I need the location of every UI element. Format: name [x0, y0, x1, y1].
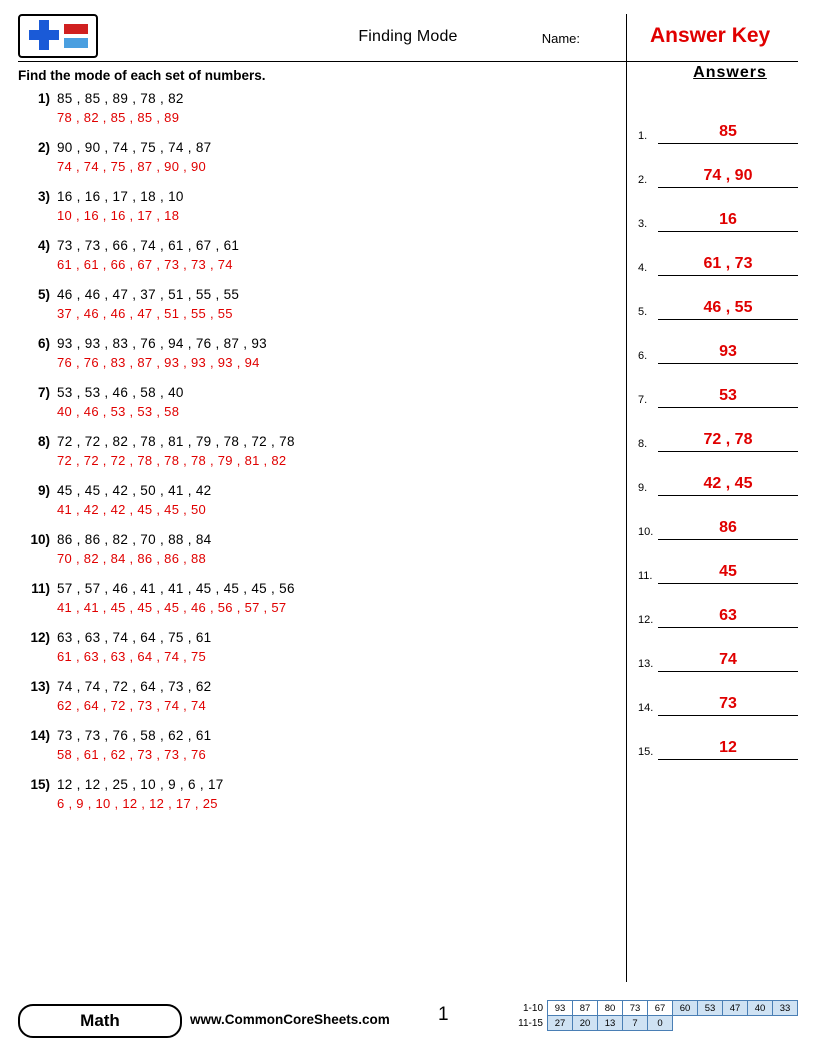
page-number: 1	[438, 1004, 449, 1025]
problem-number: 4)	[37, 238, 50, 253]
problem-number: 12)	[30, 630, 50, 645]
answer-row	[638, 232, 798, 276]
instructions-text: Find the mode of each set of numbers.	[18, 68, 266, 83]
answer-number: 11.	[638, 570, 653, 582]
problem-numbers: 16 , 16 , 17 , 18 , 10	[57, 189, 184, 204]
problem-sorted-answer: 76 , 76 , 83 , 87 , 93 , 93 , 93 , 94	[57, 355, 260, 370]
header-divider	[18, 61, 798, 62]
problem-sorted-answer: 6 , 9 , 10 , 12 , 12 , 17 , 25	[57, 796, 218, 811]
answer-row	[638, 672, 798, 716]
problem-number: 15)	[30, 777, 50, 792]
answer-number: 9.	[638, 482, 648, 494]
problem-sorted-answer: 40 , 46 , 53 , 53 , 58	[57, 404, 180, 419]
answer-row	[638, 188, 798, 232]
answer-value: 93	[719, 343, 737, 360]
answer-value: 42 , 45	[703, 475, 753, 492]
answer-row	[638, 100, 798, 144]
answer-number: 5.	[638, 306, 648, 318]
problem-body	[57, 236, 618, 274]
problem-numbers: 63 , 63 , 74 , 64 , 75 , 61	[57, 630, 212, 645]
answer-row	[638, 628, 798, 672]
answer-value: 72 , 78	[703, 431, 753, 448]
answer-number: 8.	[638, 438, 648, 450]
problem-numbers: 45 , 45 , 42 , 50 , 41 , 42	[57, 483, 212, 498]
answer-row	[638, 144, 798, 188]
page-footer	[18, 1000, 798, 1042]
answer-number: 4.	[638, 262, 648, 274]
problem-item	[18, 726, 618, 764]
answer-number: 10.	[638, 526, 654, 538]
answer-value: 63	[719, 607, 737, 624]
vertical-divider	[626, 14, 627, 982]
answer-number: 15.	[638, 746, 654, 758]
problem-number: 2)	[37, 140, 50, 155]
problem-item	[18, 677, 618, 715]
problem-numbers: 73 , 73 , 76 , 58 , 62 , 61	[57, 728, 212, 743]
website-url: www.CommonCoreSheets.com	[190, 1012, 390, 1027]
answer-value: 74	[719, 651, 737, 668]
answer-row	[638, 584, 798, 628]
answer-value: 73	[719, 695, 737, 712]
score-range-label: 1-10	[522, 1002, 543, 1014]
problem-numbers: 90 , 90 , 74 , 75 , 74 , 87	[57, 140, 212, 155]
problem-sorted-answer: 37 , 46 , 46 , 47 , 51 , 55 , 55	[57, 306, 233, 321]
problem-item	[18, 481, 618, 519]
answer-value: 86	[719, 519, 737, 536]
problem-body	[57, 334, 618, 372]
problem-numbers: 53 , 53 , 46 , 58 , 40	[57, 385, 184, 400]
problem-numbers: 74 , 74 , 72 , 64 , 73 , 62	[57, 679, 212, 694]
problem-number: 9)	[37, 483, 50, 498]
answers-heading: Answers	[693, 64, 767, 81]
problem-item	[18, 432, 618, 470]
problem-number: 11)	[31, 581, 50, 596]
problem-sorted-answer: 62 , 64 , 72 , 73 , 74 , 74	[57, 698, 207, 713]
problem-body	[57, 432, 618, 470]
score-cell: 80	[598, 1001, 623, 1016]
answer-value: 45	[719, 563, 737, 580]
problem-number: 1)	[37, 91, 50, 106]
answer-number: 1.	[638, 130, 648, 142]
answer-row	[638, 276, 798, 320]
problem-sorted-answer: 10 , 16 , 16 , 17 , 18	[57, 208, 180, 223]
problem-numbers: 85 , 85 , 89 , 78 , 82	[57, 91, 184, 106]
problem-body	[57, 89, 618, 127]
score-cell: 27	[548, 1016, 573, 1031]
problem-sorted-answer: 78 , 82 , 85 , 85 , 89	[57, 110, 180, 125]
problem-item	[18, 775, 618, 813]
problem-number: 8)	[37, 434, 50, 449]
score-cell: 13	[598, 1016, 623, 1031]
problem-body	[57, 383, 618, 421]
problem-body	[57, 481, 618, 519]
answer-row	[638, 408, 798, 452]
problem-item	[18, 383, 618, 421]
problem-item	[18, 89, 618, 127]
answer-number: 12.	[638, 614, 654, 626]
answer-row	[638, 452, 798, 496]
score-cell: 60	[673, 1001, 698, 1016]
score-cell: 20	[573, 1016, 598, 1031]
score-cell: 0	[648, 1016, 673, 1031]
problem-body	[57, 138, 618, 176]
answer-number: 13.	[638, 658, 654, 670]
answer-blank-line	[658, 759, 798, 760]
answer-number: 3.	[638, 218, 648, 230]
answer-row	[638, 496, 798, 540]
problem-list	[18, 89, 618, 813]
table-row	[517, 1001, 797, 1016]
score-cell: 73	[623, 1001, 648, 1016]
problem-body	[57, 530, 618, 568]
page-header	[18, 14, 798, 62]
answer-row	[638, 364, 798, 408]
problem-body	[57, 579, 618, 617]
score-cell: 7	[623, 1016, 648, 1031]
subject-badge: Math	[18, 1004, 182, 1038]
problem-body	[57, 677, 618, 715]
problem-number: 14)	[30, 728, 50, 743]
problem-item	[18, 530, 618, 568]
problem-number: 7)	[37, 385, 50, 400]
problem-number: 13)	[30, 679, 50, 694]
score-cell: 47	[723, 1001, 748, 1016]
score-cell: 93	[548, 1001, 573, 1016]
score-range-label: 11-15	[518, 1017, 543, 1029]
problem-sorted-answer: 61 , 61 , 66 , 67 , 73 , 73 , 74	[57, 257, 233, 272]
problem-item	[18, 579, 618, 617]
score-cell: 40	[748, 1001, 773, 1016]
score-cell: 87	[573, 1001, 598, 1016]
answer-row	[638, 716, 798, 760]
problem-sorted-answer: 70 , 82 , 84 , 86 , 86 , 88	[57, 551, 207, 566]
answer-list	[638, 100, 798, 760]
problem-item	[18, 236, 618, 274]
answer-value: 74 , 90	[703, 167, 753, 184]
problem-item	[18, 628, 618, 666]
score-cell: 53	[698, 1001, 723, 1016]
problem-sorted-answer: 74 , 74 , 75 , 87 , 90 , 90	[57, 159, 207, 174]
problem-numbers: 46 , 46 , 47 , 37 , 51 , 55 , 55	[57, 287, 240, 302]
problem-numbers: 12 , 12 , 25 , 10 , 9 , 6 , 17	[57, 777, 224, 792]
name-label: Name:	[541, 31, 580, 46]
problem-item	[18, 138, 618, 176]
answer-number: 2.	[638, 174, 648, 186]
problem-sorted-answer: 58 , 61 , 62 , 73 , 73 , 76	[57, 747, 207, 762]
problem-body	[57, 187, 618, 225]
problem-numbers: 93 , 93 , 83 , 76 , 94 , 76 , 87 , 93	[57, 336, 267, 351]
score-cell: 67	[648, 1001, 673, 1016]
problem-body	[57, 628, 618, 666]
problem-item	[18, 334, 618, 372]
answer-value: 46 , 55	[703, 299, 753, 316]
problem-item	[18, 187, 618, 225]
problem-body	[57, 775, 618, 813]
page-title: Finding Mode	[358, 28, 458, 45]
problem-sorted-answer: 61 , 63 , 63 , 64 , 74 , 75	[57, 649, 207, 664]
answer-value: 61 , 73	[703, 255, 753, 272]
problem-numbers: 86 , 86 , 82 , 70 , 88 , 84	[57, 532, 212, 547]
problem-sorted-answer: 41 , 41 , 45 , 45 , 45 , 46 , 56 , 57 , 57	[57, 600, 287, 615]
problem-numbers: 73 , 73 , 66 , 74 , 61 , 67 , 61	[57, 238, 240, 253]
answer-row	[638, 540, 798, 584]
problem-number: 6)	[37, 336, 50, 351]
grading-scale-table	[517, 1000, 798, 1031]
problem-body	[57, 726, 618, 764]
score-cell: 33	[773, 1001, 798, 1016]
problem-number: 10)	[30, 532, 50, 547]
answer-row	[638, 320, 798, 364]
answer-number: 14.	[638, 702, 654, 714]
problem-number: 3)	[37, 189, 50, 204]
problem-sorted-answer: 72 , 72 , 72 , 78 , 78 , 78 , 79 , 81 , 82	[57, 453, 287, 468]
problem-body	[57, 285, 618, 323]
answer-value: 85	[719, 123, 737, 140]
problem-numbers: 57 , 57 , 46 , 41 , 41 , 45 , 45 , 45 , 56	[57, 581, 295, 596]
answer-value: 12	[719, 739, 737, 756]
answer-number: 6.	[638, 350, 648, 362]
problem-item	[18, 285, 618, 323]
table-row	[517, 1016, 797, 1031]
answer-key-label: Answer Key	[650, 24, 771, 47]
answer-value: 16	[719, 211, 737, 228]
problem-number: 5)	[37, 287, 50, 302]
answer-number: 7.	[638, 394, 648, 406]
problem-numbers: 72 , 72 , 82 , 78 , 81 , 79 , 78 , 72 , 78	[57, 434, 295, 449]
problem-sorted-answer: 41 , 42 , 42 , 45 , 45 , 50	[57, 502, 207, 517]
answer-value: 53	[719, 387, 737, 404]
